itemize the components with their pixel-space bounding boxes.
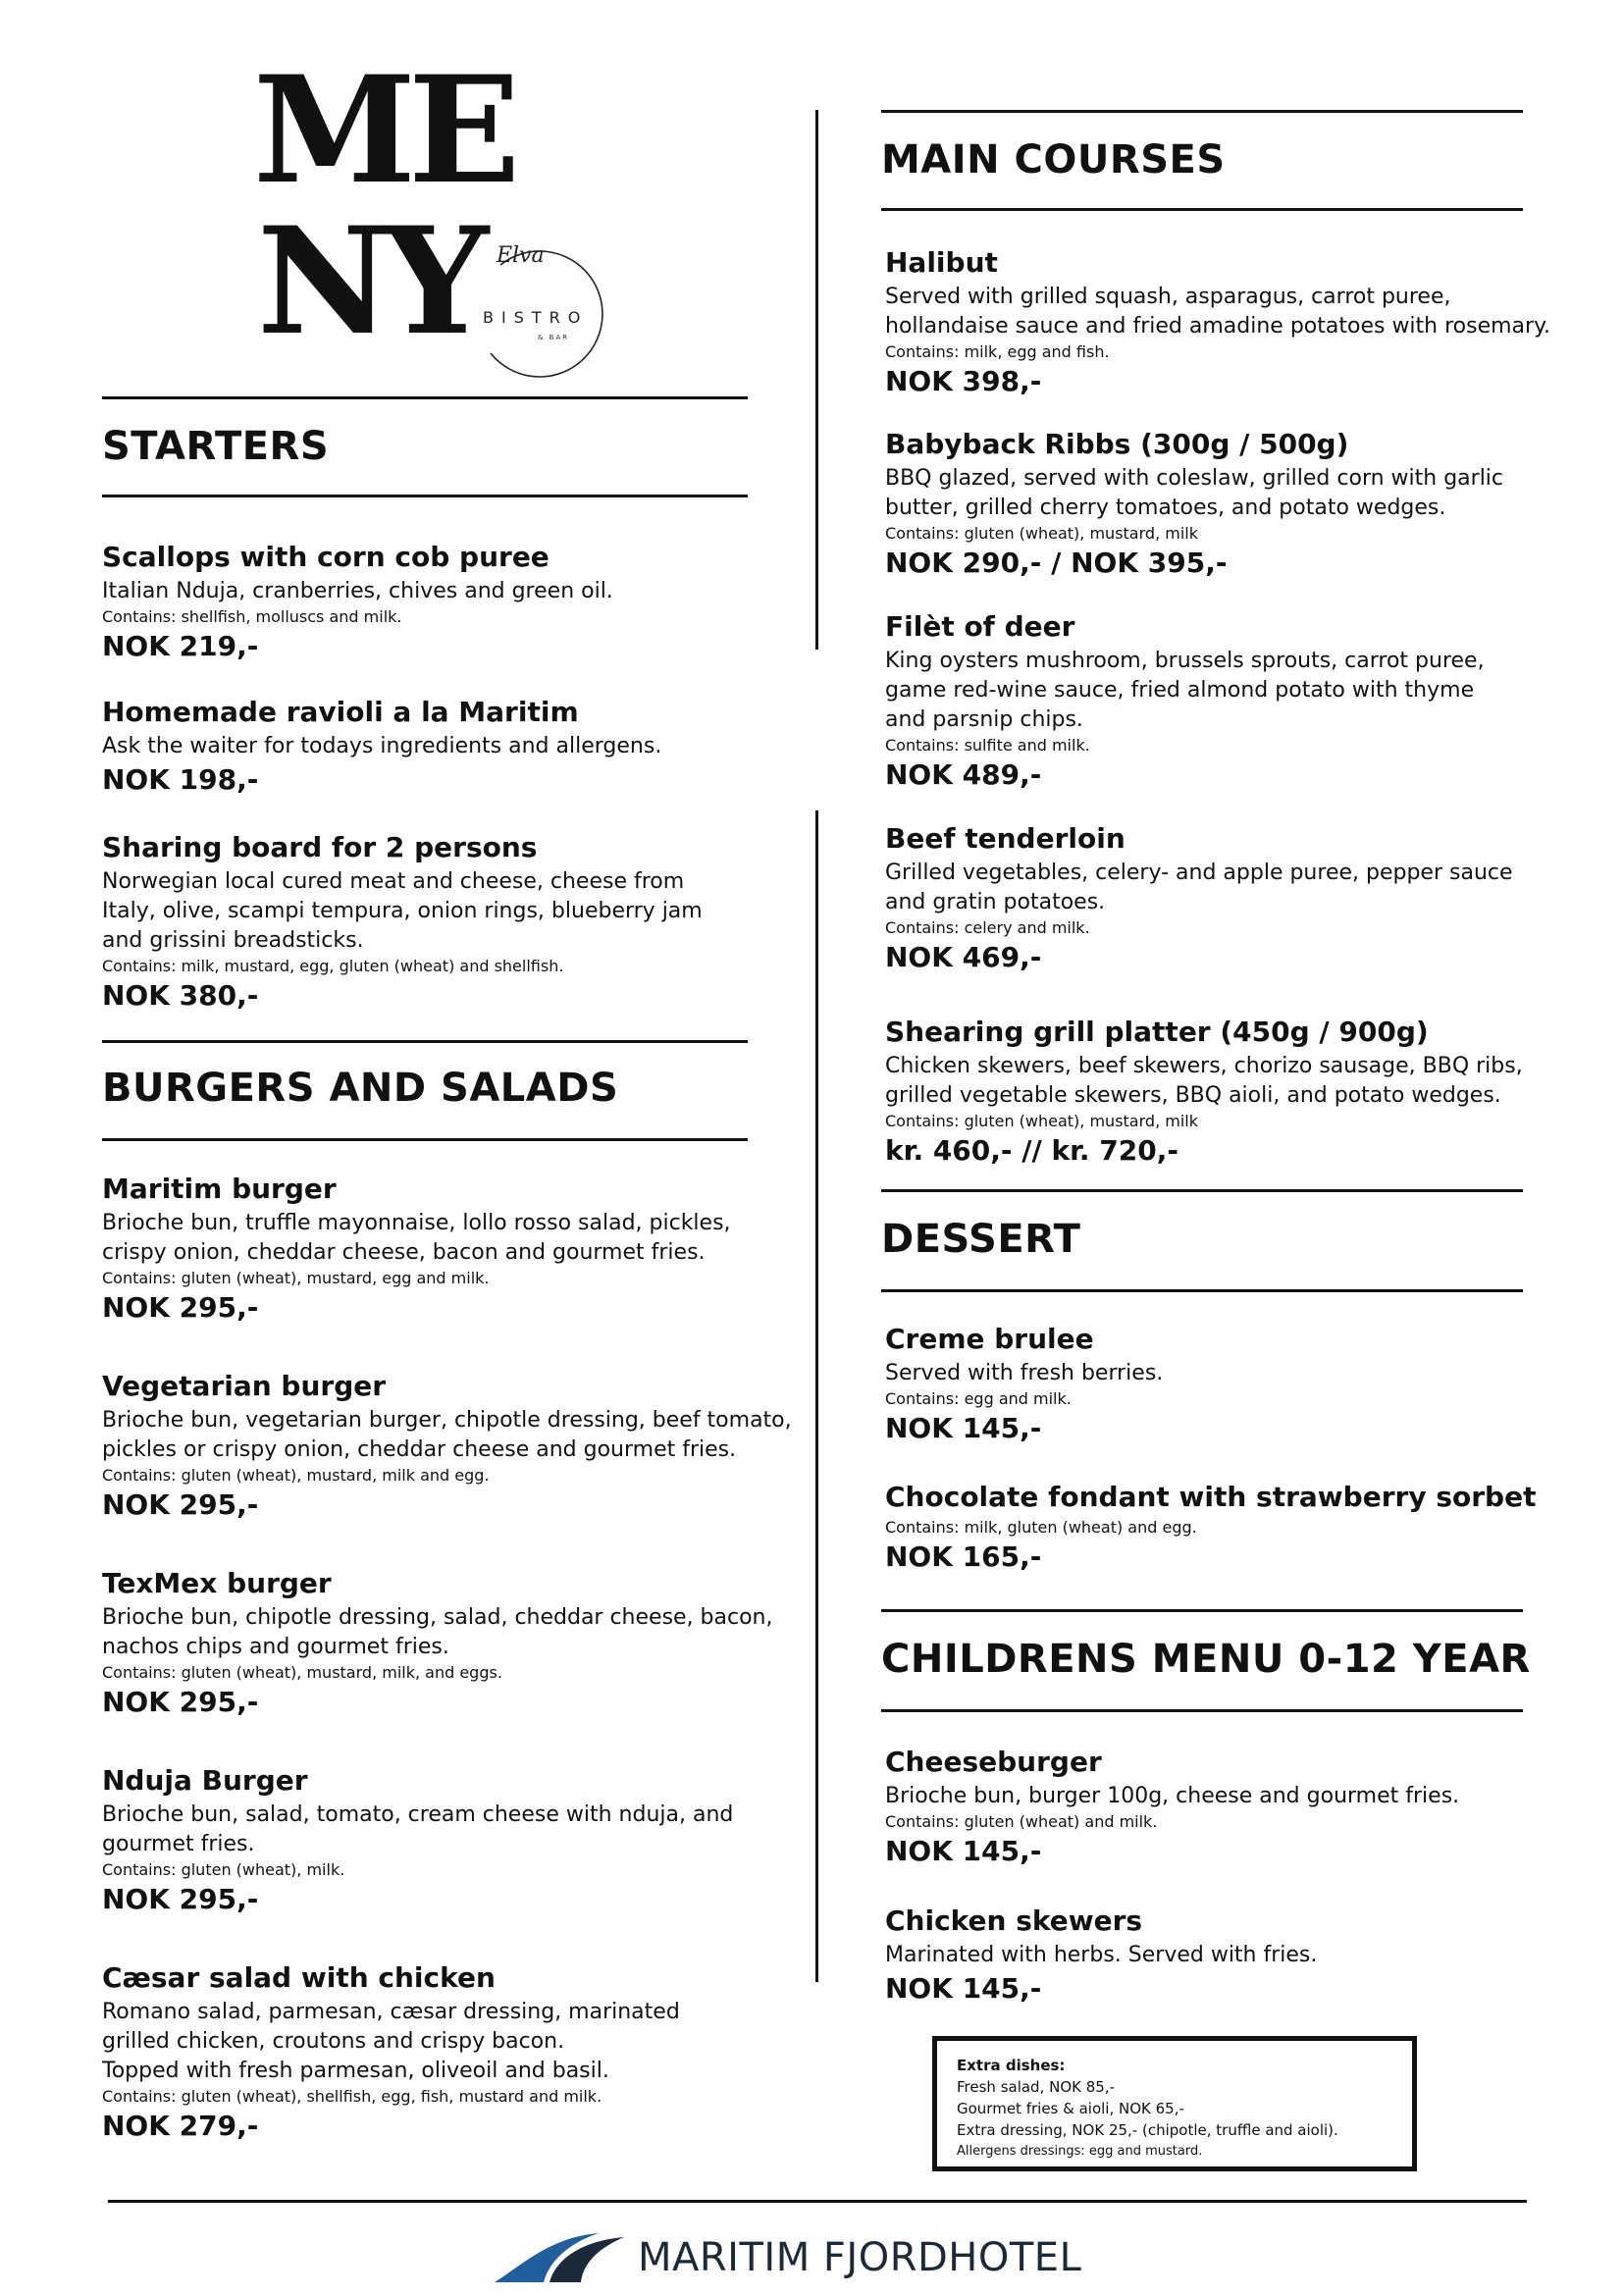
logo-bar-label: & BAR (538, 334, 570, 341)
menu-item-grill-platter (885, 1013, 1592, 1170)
menu-item-cheeseburger (885, 1743, 1592, 1870)
burgers-rule-bottom (102, 1138, 748, 1141)
extras-line: Extra dressing, NOK 25,- (chipotle, truffle and aioli). (957, 2121, 1338, 2139)
extras-title: Extra dishes: (957, 2057, 1066, 2074)
dessert-heading: DESSERT (881, 1217, 1081, 1262)
item-name: Maritim burger (102, 1173, 337, 1205)
menu-item-texmex-burger (102, 1564, 818, 1721)
starters-rule-bottom (102, 495, 748, 497)
footer-rule (108, 2200, 1527, 2203)
item-description: Marinated with herbs. Served with fries. (885, 1943, 1318, 1967)
item-allergens: Contains: shellfish, molluscs and milk. (102, 607, 402, 626)
hotel-name: MARITIM FJORDHOTEL (638, 2235, 1082, 2280)
item-price: NOK 398,- (885, 365, 1042, 397)
item-allergens: Contains: gluten (wheat), mustard, milk (885, 524, 1198, 543)
menu-item-vegetarian-burger (102, 1367, 818, 1524)
dessert-rule-bottom (881, 1289, 1523, 1292)
menu-item-beef-tenderloin (885, 819, 1592, 976)
item-allergens: Contains: gluten (wheat) and milk. (885, 1812, 1158, 1831)
item-price: NOK 290,- / NOK 395,- (885, 547, 1228, 579)
item-description: Served with fresh berries. (885, 1361, 1164, 1385)
item-allergens: Contains: milk, mustard, egg, gluten (wheat) and shellfish. (102, 957, 564, 975)
burgers-heading: BURGERS AND SALADS (102, 1066, 619, 1111)
dessert-rule-top (881, 1189, 1523, 1192)
starters-rule-top (102, 396, 748, 399)
item-price: NOK 380,- (102, 979, 259, 1012)
menu-item-filet-of-deer (885, 607, 1592, 794)
menu-item-ravioli (102, 693, 818, 799)
item-allergens: Contains: gluten (wheat), mustard, egg and milk. (102, 1269, 490, 1287)
childrens-rule-top (881, 1609, 1523, 1612)
menu-item-scallops (102, 538, 818, 665)
logo-bistro-name: BISTRO (483, 308, 589, 327)
menu-item-chicken-skewers (885, 1902, 1592, 2008)
extra-dishes-box (932, 2036, 1417, 2171)
item-description: Brioche bun, chipotle dressing, salad, cheddar cheese, bacon, nachos chips and gourmet fries. (102, 1605, 773, 1659)
item-description: Brioche bun, vegetarian burger, chipotle dressing, beef tomato, pickles or crispy onion, cheddar cheese and gourmet fries. (102, 1408, 792, 1462)
item-description: BBQ glazed, served with coleslaw, grilled corn with garlic butter, grilled cherry tomatoes, and potato wedges. (885, 466, 1504, 520)
menu-title-line-2: NY (257, 195, 482, 368)
item-name: Cheeseburger (885, 1746, 1102, 1778)
item-description: Ask the waiter for todays ingredients and allergens. (102, 734, 662, 758)
item-allergens: Contains: milk, egg and fish. (885, 342, 1110, 361)
item-price: NOK 219,- (102, 630, 259, 662)
item-price: NOK 145,- (885, 1972, 1042, 2005)
item-name: Creme brulee (885, 1323, 1094, 1355)
item-name: Halibut (885, 246, 998, 279)
bistro-logo (461, 235, 618, 392)
item-price: NOK 295,- (102, 1686, 259, 1718)
item-price: NOK 145,- (885, 1835, 1042, 1867)
wave-logo-icon (491, 2227, 628, 2286)
item-description: Italian Nduja, cranberries, chives and green oil. (102, 579, 613, 603)
item-name: Vegetarian burger (102, 1370, 387, 1402)
item-allergens: Contains: egg and milk. (885, 1389, 1072, 1408)
item-description: Served with grilled squash, asparagus, carrot puree, hollandaise sauce and fried amadine potatoes with rosemary. (885, 285, 1550, 339)
item-name: Beef tenderloin (885, 822, 1126, 855)
item-description: Brioche bun, truffle mayonnaise, lollo rosso salad, pickles, crispy onion, cheddar cheese, bacon and gourmet fries. (102, 1211, 731, 1265)
item-description: Brioche bun, salad, tomato, cream cheese with nduja, and gourmet fries. (102, 1802, 734, 1856)
item-allergens: Contains: sulfite and milk. (885, 736, 1090, 755)
item-description: Grilled vegetables, celery- and apple puree, pepper sauce and gratin potatoes. (885, 861, 1513, 914)
item-allergens: Contains: milk, gluten (wheat) and egg. (885, 1518, 1197, 1537)
item-name: TexMex burger (102, 1567, 332, 1599)
item-allergens: Contains: gluten (wheat), mustard, milk (885, 1112, 1198, 1130)
item-price: NOK 145,- (885, 1412, 1042, 1444)
item-price: NOK 469,- (885, 941, 1042, 973)
childrens-rule-bottom (881, 1709, 1523, 1712)
mains-rule-bottom (881, 208, 1523, 211)
item-name: Homemade ravioli a la Maritim (102, 696, 579, 728)
item-price: NOK 279,- (102, 2110, 259, 2142)
item-price: NOK 295,- (102, 1488, 259, 1521)
menu-item-babyback-ribbs (885, 425, 1592, 582)
item-allergens: Contains: gluten (wheat), milk. (102, 1860, 345, 1879)
extras-line: Allergens dressings: egg and mustard. (957, 2144, 1203, 2159)
item-allergens: Contains: celery and milk. (885, 918, 1090, 937)
menu-item-creme-brulee (885, 1320, 1592, 1447)
mains-heading: MAIN COURSES (881, 137, 1226, 183)
item-allergens: Contains: gluten (wheat), mustard, milk, and eggs. (102, 1663, 502, 1682)
starters-heading: STARTERS (102, 424, 330, 469)
item-name: Filèt of deer (885, 610, 1075, 643)
item-price: kr. 460,- // kr. 720,- (885, 1134, 1179, 1167)
menu-item-chocolate-fondant (885, 1478, 1592, 1576)
menu-item-maritim-burger (102, 1170, 818, 1327)
item-name: Babyback Ribbs (300g / 500g) (885, 428, 1349, 460)
hotel-logo (491, 2227, 1128, 2286)
item-description: King oysters mushroom, brussels sprouts, carrot puree, game red-wine sauce, fried almond potato with thyme and parsnip chips. (885, 649, 1485, 732)
item-price: NOK 295,- (102, 1291, 259, 1324)
menu-title-line-1: ME (253, 44, 513, 217)
menu-item-caesar-salad (102, 1958, 818, 2145)
item-name: Chicken skewers (885, 1905, 1143, 1937)
item-name: Shearing grill platter (450g / 900g) (885, 1016, 1429, 1048)
mains-rule-top (881, 110, 1523, 113)
item-name: Cæsar salad with chicken (102, 1961, 496, 1994)
extras-line: Fresh salad, NOK 85,- (957, 2078, 1116, 2096)
logo-script-name: Elva (497, 243, 545, 268)
item-price: NOK 165,- (885, 1540, 1042, 1573)
menu-item-halibut (885, 243, 1592, 400)
item-description: Romano salad, parmesan, cæsar dressing, marinated grilled chicken, croutons and crispy bacon. Topped with fresh parmesan, oliveoil and basil. (102, 2000, 680, 2083)
item-name: Sharing board for 2 persons (102, 831, 538, 863)
item-name: Chocolate fondant with strawberry sorbet (885, 1481, 1537, 1513)
menu-item-sharing-board (102, 828, 818, 1015)
item-description: Norwegian local cured meat and cheese, cheese from Italy, olive, scampi tempura, onion rings, blueberry jam and grissini breadsticks. (102, 869, 703, 953)
item-description: Brioche bun, burger 100g, cheese and gourmet fries. (885, 1784, 1460, 1808)
item-allergens: Contains: gluten (wheat), mustard, milk and egg. (102, 1466, 490, 1485)
item-allergens: Contains: gluten (wheat), shellfish, egg, fish, mustard and milk. (102, 2087, 602, 2106)
item-description: Chicken skewers, beef skewers, chorizo sausage, BBQ ribs, grilled vegetable skewers, BBQ aioli, and potato wedges. (885, 1054, 1523, 1108)
menu-item-nduja-burger (102, 1761, 818, 1918)
childrens-heading: CHILDRENS MENU 0-12 YEAR (881, 1637, 1531, 1682)
item-price: NOK 295,- (102, 1883, 259, 1915)
item-price: NOK 489,- (885, 758, 1042, 791)
extras-line: Gourmet fries & aioli, NOK 65,- (957, 2100, 1184, 2117)
burgers-rule-top (102, 1040, 748, 1043)
item-name: Scallops with corn cob puree (102, 541, 550, 573)
item-name: Nduja Burger (102, 1764, 308, 1797)
item-price: NOK 198,- (102, 763, 259, 796)
